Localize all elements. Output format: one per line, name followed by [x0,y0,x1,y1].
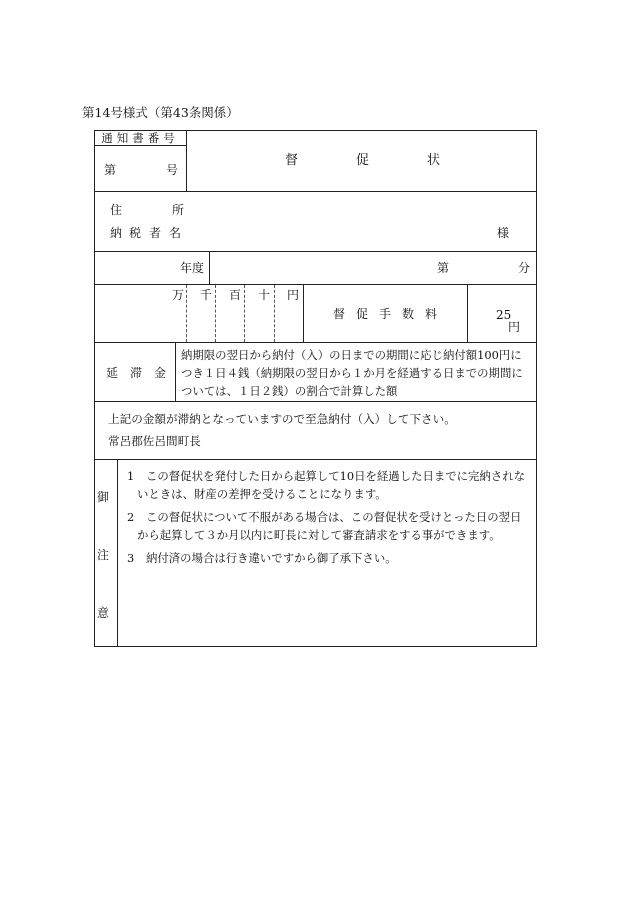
unit-hyaku: 百 [229,288,242,302]
name-char-3: 者 [149,226,162,240]
fee-char-2: 促 [356,307,369,321]
period-dai-label: 第 [437,261,450,275]
late-fee-char-1: 延 [106,366,119,380]
note-number: 1 [127,469,135,483]
note-line: から起算して３か月以内に町長に対して審査請求をする事ができます。 [137,528,501,542]
address-char-1: 住 [110,203,123,217]
address-char-2: 所 [172,203,185,217]
note-line: この督促状について不服がある場合は、この督促状を受けとった日の翌日 [146,510,522,524]
title-char-1: 督 [285,153,299,168]
title-char-3: 状 [427,153,441,168]
notice-number-dai: 第 [104,163,117,177]
unit-sen: 千 [200,288,213,302]
name-char-2: 税 [129,226,142,240]
issuer-name: 常呂郡佐呂間町長 [108,434,201,448]
unit-en: 円 [287,288,300,302]
notice-number-go: 号 [166,163,179,177]
period-bun-label: 分 [518,261,531,275]
fee-char-5: 料 [425,307,438,321]
note-number: 2 [127,510,135,524]
notice-number-label: 通知書番号 [101,131,179,145]
late-fee-char-3: 金 [154,366,167,380]
note-line: この督促状を発付した日から起算して10日を経過した日までに完納されな [146,469,525,483]
unit-juu: 十 [258,288,271,302]
note-line: いときは、財産の差押を受けることになります。 [137,487,387,501]
form-label: 第14号様式（第43条関係） [82,105,239,120]
unit-man: 万 [172,288,185,302]
fee-char-1: 督 [333,307,346,321]
fee-value: 25 [496,308,512,322]
title-char-2: 促 [356,153,370,168]
late-fee-char-2: 滞 [130,366,143,380]
name-char-1: 納 [110,226,123,240]
fee-char-4: 数 [402,307,415,321]
payment-request-message: 上記の金額が滞納となっていますので至急納付（入）して下さい。 [108,412,456,426]
late-fee-line-1: 納期限の翌日から納付（入）の日までの期間に応じ納付額100円に [181,348,522,362]
late-fee-line-3: ついては、１日２銭）の割合で計算した額 [181,384,398,398]
notes-char-3: 意 [97,606,110,620]
sama-label: 様 [497,226,510,240]
fee-char-3: 手 [379,307,392,321]
note-number: 3 [127,551,135,565]
notes-char-1: 御 [97,490,110,504]
note-line: 納付済の場合は行き違いですから御了承下さい。 [146,551,397,565]
nendo-label: 年度 [180,261,205,275]
notes-char-2: 注 [97,548,110,562]
fee-unit: 円 [508,320,521,334]
late-fee-line-2: つき１日４銭（納期限の翌日から１か月を経過する日までの期間に [181,366,523,380]
name-char-4: 名 [169,226,182,240]
